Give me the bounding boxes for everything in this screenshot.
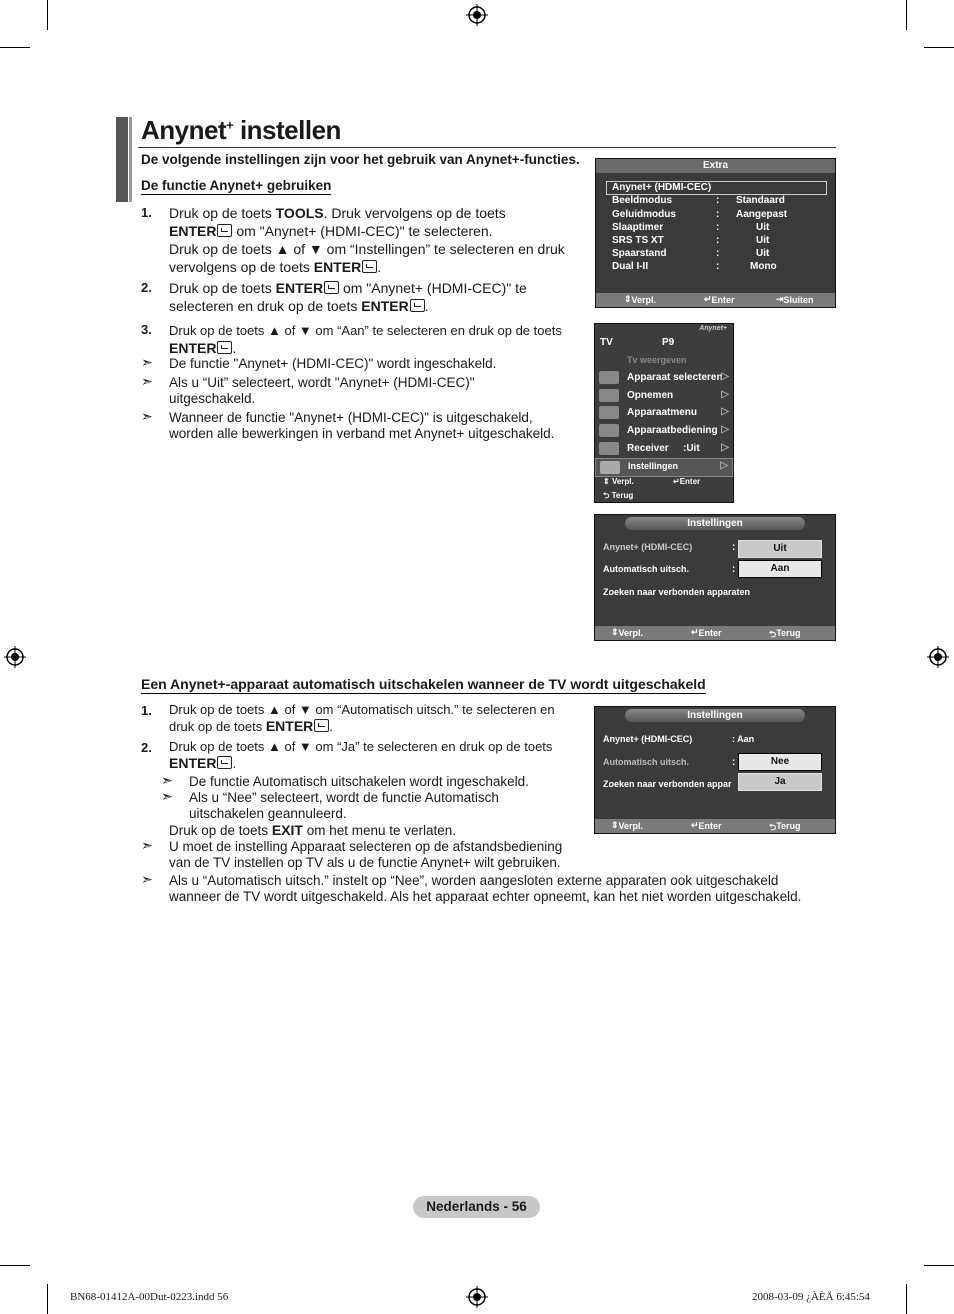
back-hint: ⮌ Terug bbox=[769, 821, 801, 832]
move-hint: ⇕ Verpl. bbox=[603, 477, 634, 486]
menu-value: Standaard bbox=[736, 195, 785, 206]
separator: : bbox=[716, 222, 720, 233]
menu-icon bbox=[599, 406, 619, 419]
enter-hint: ↵Enter bbox=[673, 477, 701, 486]
intro-text: De volgende instellingen zijn voor het gebruik van Anynet+-functies. bbox=[141, 152, 580, 167]
menu-item-search-devices[interactable]: Zoeken naar verbonden apparaten bbox=[603, 587, 751, 597]
menu-item-receiver[interactable]: Receiver :Uit ▷ bbox=[595, 440, 733, 457]
note-arrow-icon: ➣ bbox=[141, 871, 153, 887]
separator: : bbox=[732, 757, 736, 768]
note-arrow-icon: ➣ bbox=[141, 373, 153, 389]
move-hint: ⇕ Verpl. bbox=[624, 294, 657, 305]
record-icon bbox=[599, 389, 619, 402]
extra-menu-footer bbox=[596, 293, 835, 307]
registration-mark-icon bbox=[927, 646, 949, 668]
page-title: Anynet+ instellen bbox=[141, 115, 341, 145]
print-slug-left: BN68-01412A-00Dut-0223.indd 56 bbox=[70, 1291, 229, 1303]
menu-item[interactable]: Dual I-II bbox=[612, 261, 649, 272]
enter-icon bbox=[217, 756, 232, 769]
separator: : bbox=[732, 542, 736, 553]
note-arrow-icon: ➣ bbox=[141, 354, 153, 370]
arrow-right-icon: ▷ bbox=[721, 424, 729, 435]
separator: : bbox=[716, 248, 720, 259]
receiver-value: :Uit bbox=[683, 443, 700, 454]
enter-icon bbox=[324, 281, 339, 294]
crop-mark bbox=[47, 0, 48, 30]
menu-item-settings[interactable]: Instellingen ▷ bbox=[595, 458, 733, 477]
setting-label: Automatisch uitsch. bbox=[603, 564, 690, 574]
menu-item-device-control[interactable]: Apparaatbediening ▷ bbox=[595, 422, 733, 439]
step-3: 3. Druk op de toets ▲ of ▼ om “Aan” te selecteren en druk op de toets ENTER . bbox=[141, 322, 562, 356]
enter-hint: ↵ Enter bbox=[691, 820, 722, 831]
note-arrow-icon: ➣ bbox=[161, 772, 173, 788]
exit-instruction: Druk op de toets EXIT om het menu te verlaten. bbox=[169, 822, 457, 838]
menu-item[interactable]: Geluidmodus bbox=[612, 209, 676, 220]
back-hint: ⮌ Terug bbox=[769, 628, 801, 639]
menu-value: Uit bbox=[756, 235, 770, 246]
settings-footer bbox=[595, 626, 835, 640]
crop-mark bbox=[906, 0, 907, 30]
move-hint: ⇕ Verpl. bbox=[611, 627, 644, 638]
settings-panel-1 bbox=[594, 514, 836, 641]
extra-menu-title: Extra bbox=[596, 159, 835, 173]
menu-item[interactable]: Slaaptimer bbox=[612, 222, 664, 233]
crop-mark bbox=[924, 1265, 954, 1266]
note: ➣ U moet de instelling Apparaat selecteren op de afstandsbediening van de TV instellen op TV als u de functie Anynet+ wilt gebruiken. bbox=[141, 837, 563, 870]
back-hint: ⮌ Terug bbox=[603, 491, 634, 500]
option-nee[interactable]: Nee bbox=[738, 753, 822, 771]
channel-label: P9 bbox=[662, 337, 675, 348]
anynet-logo: Anynet+ bbox=[699, 325, 727, 332]
note-arrow-icon: ➣ bbox=[161, 788, 173, 804]
settings-title: Instellingen bbox=[625, 517, 805, 530]
step-2: 2. Druk op de toets ▲ of ▼ om “Ja” te selecteren en druk op de toets ENTER . bbox=[141, 739, 553, 771]
crop-mark bbox=[0, 47, 30, 48]
sub-note: ➣ De functie Automatisch uitschakelen wordt ingeschakeld. bbox=[161, 772, 529, 789]
step-1: 1. Druk op de toets ▲ of ▼ om “Automatisch uitsch.” te selecteren en druk op de toets ENTER . bbox=[141, 702, 555, 734]
menu-item[interactable]: Beeldmodus bbox=[612, 195, 673, 206]
separator: : bbox=[716, 209, 720, 220]
step-2: 2. Druk op de toets ENTER om "Anynet+ (HDMI-CEC)" te selecteren en druk op de toets ENTER . bbox=[141, 280, 527, 314]
section-heading: Een Anynet+-apparaat automatisch uitschakelen wanneer de TV wordt uitgeschakeld bbox=[141, 676, 706, 692]
exit-hint: ⇥ Sluiten bbox=[776, 294, 814, 305]
menu-item-record[interactable]: Opnemen ▷ bbox=[595, 387, 733, 404]
note: ➣ De functie "Anynet+ (HDMI-CEC)" wordt ingeschakeld. bbox=[141, 354, 497, 371]
crop-mark bbox=[906, 1284, 907, 1314]
sub-note: ➣ Als u “Nee” selecteert, wordt de functie Automatisch uitschakelen geannuleerd. bbox=[161, 788, 499, 821]
note: ➣ Wanneer de functie "Anynet+ (HDMI-CEC)" is uitgeschakeld, worden alle bewerkingen in verband met Anynet+ uitgeschakeld. bbox=[141, 408, 555, 441]
page-number-badge: Nederlands - 56 bbox=[413, 1196, 540, 1218]
arrow-right-icon: ▷ bbox=[720, 460, 728, 471]
separator: : bbox=[716, 195, 720, 206]
setting-label: Anynet+ (HDMI-CEC) bbox=[603, 542, 693, 552]
title-accent-bar bbox=[129, 117, 132, 202]
receiver-icon bbox=[599, 442, 619, 455]
extra-menu-panel bbox=[595, 158, 836, 308]
crop-mark bbox=[47, 1284, 48, 1314]
setting-label: Automatisch uitsch. bbox=[603, 757, 690, 767]
settings-panel-2 bbox=[594, 706, 836, 834]
step-1: 1. Druk op de toets TOOLS. Druk vervolgens op de toets ENTER om "Anynet+ (HDMI-CEC)" te selecteren. Druk op de toets ▲ of ▼ om “Instellingen” te selecteren en druk vervolgens op de toets ENTER . bbox=[141, 205, 565, 275]
arrow-right-icon: ▷ bbox=[721, 371, 729, 382]
enter-icon bbox=[362, 260, 377, 273]
enter-icon bbox=[314, 719, 329, 732]
menu-value: Uit bbox=[756, 248, 770, 259]
registration-mark-icon bbox=[466, 1286, 488, 1308]
menu-item-search-devices[interactable]: Zoeken naar verbonden appar bbox=[603, 779, 732, 789]
enter-hint: ↵ Enter bbox=[691, 627, 722, 638]
menu-item-anynet[interactable]: Anynet+ (HDMI-CEC) bbox=[606, 181, 827, 195]
arrow-right-icon: ▷ bbox=[721, 389, 729, 400]
note: ➣ Als u “Automatisch uitsch.” instelt op “Nee”, worden aangesloten externe apparaten ook uitgeschakeld wanneer de TV wordt uitgeschakeld. Als het apparaat echter opneemt, kan het niet worden uitgeschakeld. bbox=[141, 871, 802, 904]
menu-value: Aangepast bbox=[736, 209, 788, 220]
setting-value: : Aan bbox=[732, 734, 755, 744]
option-ja[interactable]: Ja bbox=[738, 773, 822, 791]
note-arrow-icon: ➣ bbox=[141, 408, 153, 424]
registration-mark-icon bbox=[4, 646, 26, 668]
crop-mark bbox=[924, 47, 954, 48]
settings-footer bbox=[595, 819, 835, 833]
note-arrow-icon: ➣ bbox=[141, 837, 153, 853]
separator: : bbox=[716, 261, 720, 272]
menu-item-device-menu[interactable]: Apparaatmenu ▷ bbox=[595, 404, 733, 421]
menu-item-tv-view[interactable]: Tv weergeven bbox=[627, 355, 687, 365]
menu-item[interactable]: Spaarstand bbox=[612, 248, 667, 259]
source-label: TV bbox=[600, 337, 613, 348]
move-hint: ⇕ Verpl. bbox=[611, 820, 644, 831]
menu-value: Mono bbox=[750, 261, 777, 272]
option-aan[interactable]: Aan bbox=[738, 560, 822, 578]
subheading: De functie Anynet+ gebruiken bbox=[141, 178, 332, 193]
enter-icon bbox=[217, 341, 232, 354]
arrow-right-icon: ▷ bbox=[721, 442, 729, 453]
anynet-tv-menu-panel bbox=[594, 323, 734, 503]
control-icon bbox=[599, 424, 619, 437]
menu-value: Uit bbox=[756, 222, 770, 233]
separator: : bbox=[732, 564, 736, 575]
enter-icon bbox=[410, 299, 425, 312]
separator: : bbox=[716, 235, 720, 246]
device-icon bbox=[599, 371, 619, 384]
title-rule bbox=[138, 147, 836, 148]
menu-item[interactable]: SRS TS XT bbox=[612, 235, 664, 246]
menu-item-select-device[interactable]: Apparaat selecteren ▷ bbox=[595, 369, 733, 386]
arrow-right-icon: ▷ bbox=[721, 406, 729, 417]
crop-mark bbox=[0, 1265, 30, 1266]
note: ➣ Als u “Uit” selecteert, wordt "Anynet+ (HDMI-CEC)" uitgeschakeld. bbox=[141, 373, 475, 406]
enter-icon bbox=[217, 224, 232, 237]
registration-mark-icon bbox=[466, 4, 488, 26]
title-accent-bar bbox=[116, 117, 128, 202]
print-slug-right: 2008-03-09 ¿ÀÈÄ 6:45:54 bbox=[752, 1291, 870, 1303]
settings-title: Instellingen bbox=[625, 709, 805, 722]
option-uit[interactable]: Uit bbox=[738, 540, 822, 558]
enter-hint: ↵ Enter bbox=[704, 294, 735, 305]
settings-icon bbox=[600, 461, 620, 474]
setting-label: Anynet+ (HDMI-CEC) bbox=[603, 734, 693, 744]
